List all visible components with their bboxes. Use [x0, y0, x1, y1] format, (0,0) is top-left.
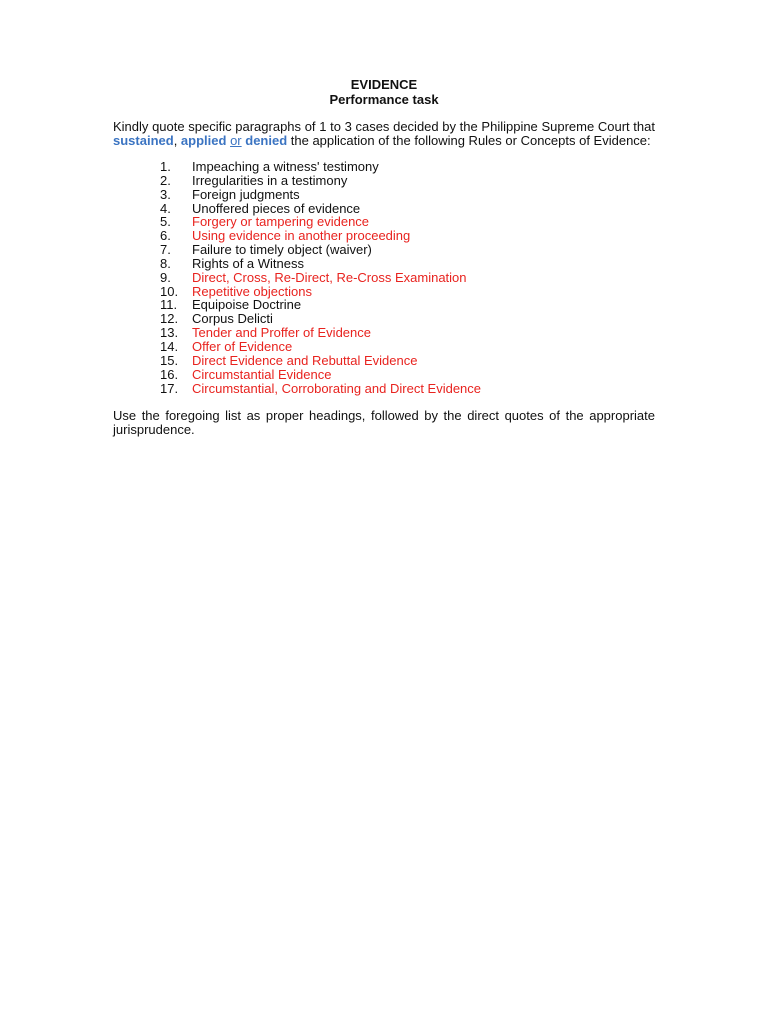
list-item-number: 5.: [160, 214, 171, 230]
list-item-text: Circumstantial, Corroborating and Direct Evidence: [192, 380, 482, 396]
list-item: [113, 298, 655, 312]
list-item: [113, 340, 655, 354]
list-item-text: Repetitive objections: [192, 283, 312, 299]
list-item-number: 1.: [160, 159, 171, 174]
list-item-text: Foreign judgments: [192, 186, 300, 202]
list-item-text: Circumstantial Evidence: [192, 366, 332, 382]
list-item: [113, 215, 655, 229]
document-subtitle: Performance task: [329, 92, 439, 107]
intro-text-end: the application of the following Rules or Concepts of Evidence:: [287, 133, 651, 148]
list-item-text: Rights of a Witness: [192, 255, 304, 271]
intro-comma: ,: [173, 133, 181, 148]
list-item-text: Corpus Delicti: [192, 311, 273, 327]
list-item: [113, 382, 655, 396]
document-title: EVIDENCE: [350, 77, 418, 92]
list-item-number: 4.: [160, 200, 171, 216]
list-item: [113, 257, 655, 271]
list-item-number: 17.: [160, 380, 179, 396]
list-item: [113, 312, 655, 326]
list-item-text: Unoffered pieces of evidence: [192, 200, 361, 216]
list-item-number: 8.: [160, 255, 171, 271]
list-item: [113, 202, 655, 216]
list-item-number: 15.: [160, 352, 179, 368]
list-item-number: 2.: [160, 172, 171, 188]
list-item-text: Direct Evidence and Rebuttal Evidence: [192, 352, 418, 368]
list-item-text: Tender and Proffer of Evidence: [192, 325, 371, 341]
list-item: [113, 354, 655, 368]
list-item: [113, 326, 655, 340]
list-item: [113, 271, 655, 285]
list-item: [113, 174, 655, 188]
list-item: [113, 285, 655, 299]
list-item-number: 16.: [160, 366, 179, 382]
list-item-text: Equipoise Doctrine: [192, 297, 302, 313]
list-item-text: Irregularities in a testimony: [192, 172, 348, 188]
list-item-text: Impeaching a witness' testimony: [192, 159, 379, 174]
evidence-topic-list: [113, 160, 655, 395]
list-item-number: 10.: [160, 283, 179, 299]
list-item: [113, 243, 655, 257]
keyword-applied: applied: [180, 133, 227, 148]
list-item-text: Forgery or tampering evidence: [192, 214, 370, 230]
list-item-text: Failure to timely object (waiver): [192, 242, 372, 258]
list-item: [113, 368, 655, 382]
list-item: [113, 188, 655, 202]
list-item-number: 11.: [160, 297, 178, 313]
list-item-number: 3.: [160, 186, 171, 202]
intro-text-start: Kindly quote specific paragraphs of 1 to 3 cases decided by the Philippine Supreme Court that: [113, 119, 655, 134]
keyword-or: or: [230, 133, 242, 148]
list-item-number: 9.: [160, 269, 171, 285]
closing-paragraph: Use the foregoing list as proper headings, followed by the direct quotes of the appropriate jurisprudence.: [113, 408, 655, 438]
list-item-text: Offer of Evidence: [192, 338, 293, 354]
document-page: [113, 78, 655, 437]
list-item: [113, 229, 655, 243]
list-item-number: 7.: [160, 242, 171, 258]
list-item-number: 14.: [160, 338, 179, 354]
keyword-denied: denied: [245, 133, 288, 148]
list-item-text: Direct, Cross, Re-Direct, Re-Cross Examination: [192, 269, 467, 285]
keyword-sustained: sustained: [113, 133, 174, 148]
intro-paragraph: [113, 120, 655, 148]
list-item: [113, 160, 655, 174]
list-item-number: 12.: [160, 311, 179, 327]
list-item-number: 13.: [160, 325, 179, 341]
list-item-text: Using evidence in another proceeding: [192, 228, 411, 244]
list-item-number: 6.: [160, 228, 171, 244]
